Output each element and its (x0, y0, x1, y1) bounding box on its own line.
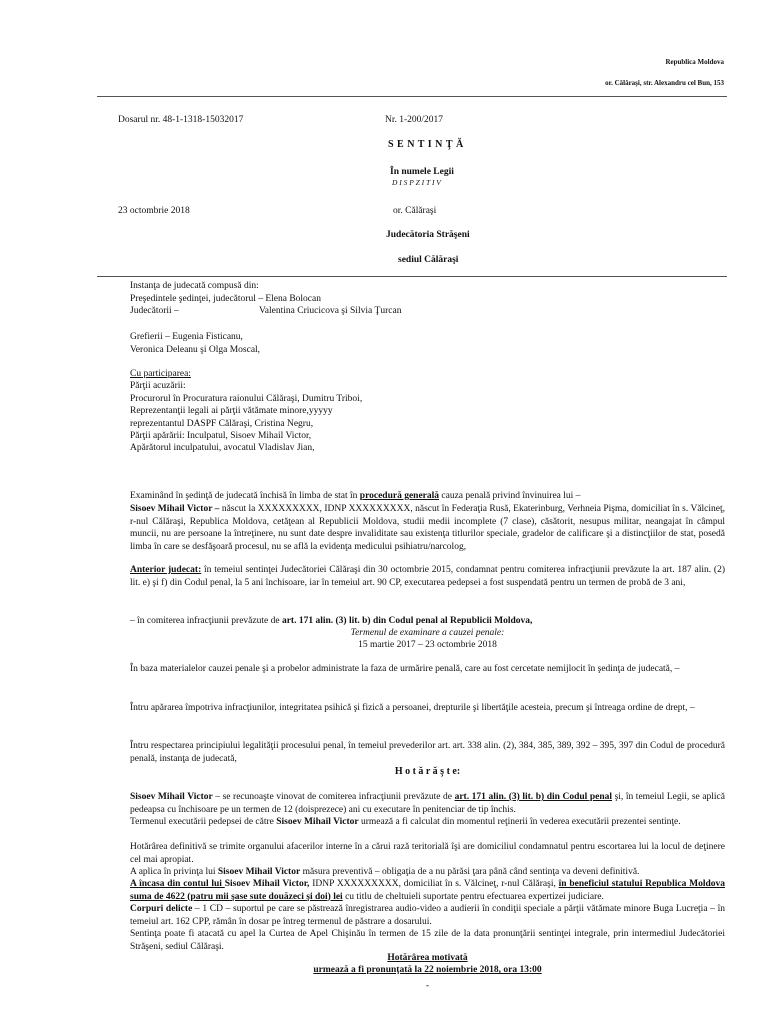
composition-line-11: Părţii apărării: Inculpatul, Sisoev Mihail Victor, (130, 431, 312, 441)
examination-term-label: Termenul de examinare a cauzei penale: (350, 628, 505, 638)
composition-line-5: Veronica Deleanu şi Olga Moscal, (130, 345, 261, 355)
case-date: 23 octombrie 2018 (118, 206, 190, 216)
top-divider (97, 96, 727, 97)
heading-divider (97, 276, 727, 277)
paragraph-materials: În baza materialelor cauzei penale şi a probelor administrate la faza de urmărire penală, care au fost cercetate nemijlocit în şedinţa de judecată, – (130, 664, 680, 674)
paragraph-accusation: – în comiterea infracţiunii prevăzute de art. 171 alin. (3) lit. b) din Codul penal al Republicii Moldova, (130, 616, 533, 626)
examination-term-dates: 15 martie 2017 – 23 octombrie 2018 (358, 640, 497, 650)
paragraph-verdict: Sisoev Mihail Victor – se recunoaşte vinovat de comiterea infracţiunii prevăzute de art. 171 alin. (3) lit. b) din Codul penal şi, în temeiul Legii, se aplică pedeapsa cu închisoare pe un termen de 12 (doisprezece) ani cu executare în penitenciar de tip închis. (130, 792, 725, 815)
paragraph-definitive: Hotărârea definitivă se trimite organului afacerilor interne în a cărui rază teritorială îşi are domiciliul condamnatul pentru escortarea lui la locul de deţinere cel mai apropiat. (130, 842, 725, 865)
paragraph-costs: A încasa din contul lui Sisoev Mihail Victor, IDNP XXXXXXXXX, domiciliat în s. Vălcineţ, r-nul Călăraşi, în beneficiul statului Republica Moldova suma de 4622 (patru mii şase sute douăzeci şi doi) lei cu titlu de cheltuieli suportate pentru efectuarea expertizei judiciare. (130, 879, 725, 902)
composition-line-7: Părţii acuzării: (130, 381, 186, 391)
case-city: or. Călăraşi (393, 206, 437, 216)
in-name-of-law: În numele Legii (390, 167, 454, 177)
composition-line-2: Preşedintele şedinţei, judecătorul – Elena Bolocan (130, 294, 321, 304)
paragraph-term-execution: Termenul executării pedepsei de către Sisoev Mihail Victor urmează a fi calculat din momentul reţinerii în vederea executării prezentei sentinţe. (130, 817, 681, 827)
composition-line-3b: Valentina Criucicova şi Silvia Ţurcan (259, 306, 402, 316)
paragraph-defence: Întru apărarea împotriva infracţiunilor, integritatea psihică şi fizică a persoanei, drepturile şi libertăţile acesteia, precum şi întreaga ordine de drept, – (130, 703, 695, 713)
header-country: Republica Moldova (665, 58, 724, 66)
motivated-decision-date: urmează a fi pronunţată la 22 noiembrie 2018, ora 13:00 (313, 965, 542, 975)
header-address: or. Călăraşi, str. Alexandru cel Bun, 153 (605, 79, 724, 87)
paragraph-legality: Întru respectarea principiului legalităţii procesului penal, în temeiul prevederilor art. art. 338 alin. (2), 384, 385, 389, 392 – 395, 397 din Codul de procedură penală, instanţa de judecată, (130, 741, 725, 764)
composition-line-8: Procurorul în Procuratura raionului Călăraşi, Dumitru Triboi, (130, 394, 363, 404)
case-number: Nr. 1-200/2017 (385, 115, 444, 125)
motivated-decision-title: Hotărârea motivată (387, 953, 468, 963)
composition-line-3a: Judecătorii – (130, 306, 179, 316)
composition-line-9: Reprezentanţii legali ai părţii vătămate minore,yyyyy (130, 406, 333, 416)
court-seat: sediul Călăraşi (398, 255, 459, 265)
document-title: S E N T I N Ţ Ă (388, 139, 464, 150)
composition-line-4: Grefierii – Eugenia Fisticanu, (130, 332, 243, 342)
court-name: Judecătoria Străşeni (386, 230, 470, 240)
decision-heading: H o t ă r ă ş t e: (394, 766, 461, 777)
composition-line-10: reprezentantul DASPF Călăraşi, Cristina Negru, (130, 419, 314, 429)
trailing-dash: - (425, 981, 430, 991)
paragraph-defendant: Sisoev Mihail Victor – născut la XXXXXXXXX, IDNP XXXXXXXXX, născut în Federaţia Rusă, Ekaterinburg, Verhneia Pişma, domiciliat în s. Vălcineţ, r-nul Călăraşi, Republica Moldova, cetăţean al Republicii Moldova, studii medii incomplete (7 clase), căsătorit, nesupus militar, neangajat în câmpul muncii, nu are persoane la întreţinere, nu sunt date despre invaliditate sau existenţa titlurilor speciale, gradelor de calificare şi a distincţiilor de stat, posedă limba în care se desfăşoară procesul, nu se află la evidenţa medicului psihiatru/narcolog, (130, 504, 726, 552)
paragraph-preventive-measure: A aplica în privinţa lui Sisoev Mihail Victor măsura preventivă – obligaţia de a nu părăsi ţara până când sentinţa va deveni definitivă. (130, 867, 640, 877)
case-dosar: Dosarul nr. 48-1-1318-15032017 (118, 115, 244, 125)
composition-line-6: Cu participarea: (130, 369, 191, 379)
paragraph-appeal: Sentinţa poate fi atacată cu apel la Curtea de Apel Chişinău în termen de 15 zile de la data pronunţării sentinţei integrale, prin intermediul Judecătoriei Străşeni, sediul Călăraşi. (130, 929, 725, 952)
dispozitiv: D I S P Z I T I V (392, 178, 441, 187)
composition-line-12: Apărătorul inculpatului, avocatul Vladislav Jian, (130, 443, 315, 453)
paragraph-prior-conviction: Anterior judecat: în temeiul sentinţei Judecătoriei Călăraşi din 30 octombrie 2015, condamnat pentru comiterea infracţiunii prevăzute la art. 187 alin. (2) lit. e) şi f) din Codul penal, la 5 ani închisoare, iar în temeiul art. 90 CP, executarea pedepsei a fost suspendată pentru un termen de probă de 3 ani, (130, 565, 725, 588)
paragraph-evidence: Corpuri delicte – 1 CD – suportul pe care se păstrează înregistrarea audio-video a audierii în condiţii speciale a părţii vătămate minore Buga Lucreţia – în temeiul art. 162 CPP, rămân în dosar pe întreg termenul de păstrare a dosarului. (130, 904, 725, 927)
paragraph-examination: Examinând în şedinţă de judecată închisă în limba de stat în procedură generală cauza penală privind învinuirea lui – (130, 491, 581, 501)
composition-line-1: Instanţa de judecată compusă din: (130, 281, 259, 291)
